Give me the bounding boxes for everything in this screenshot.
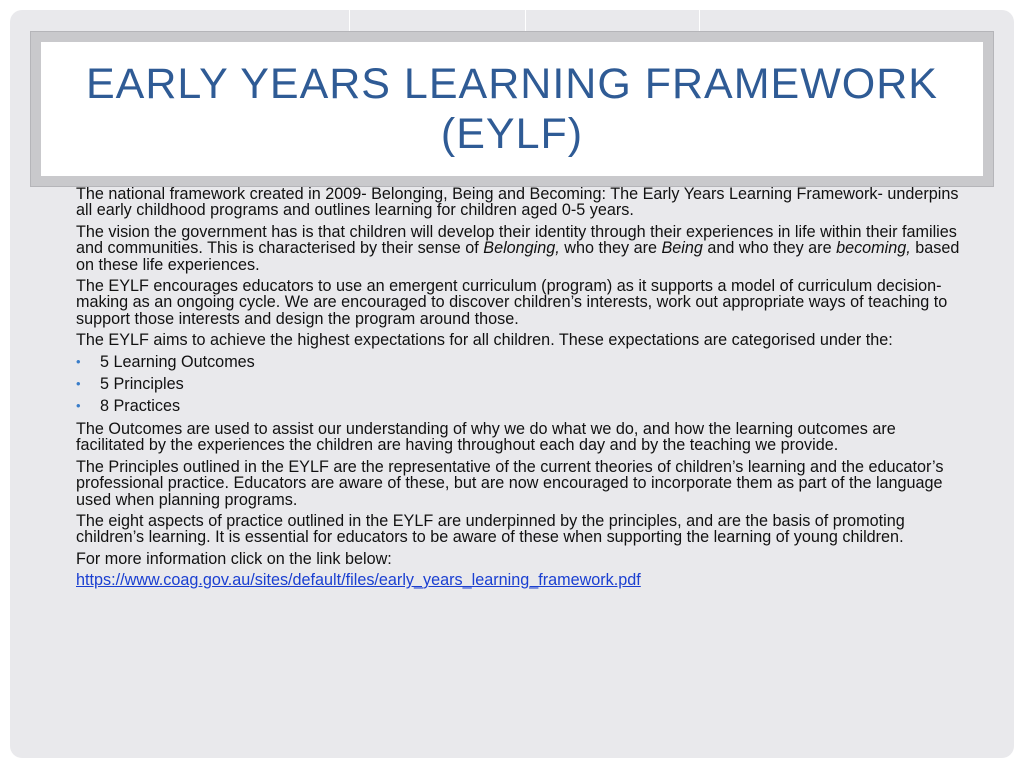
- slide: [10, 10, 1014, 758]
- paragraph-principles: The Principles outlined in the EYLF are the representative of the current theories of children’s learning and the educator’s professional practice. Educators are aware of these, but are now encouraged to incorporate them as part of the language used when planning programs.: [76, 457, 944, 509]
- title-frame: [30, 31, 994, 187]
- paragraph-outcomes: The Outcomes are used to assist our understanding of why we do what we do, and how the learning outcomes are facilitated by the experiences the children are having throughout each day and by the teaching we provide.: [76, 419, 896, 455]
- eylf-document-link[interactable]: https://www.coag.gov.au/sites/default/files/early_years_learning_framework.pdf: [76, 571, 641, 590]
- slide-body: [76, 186, 966, 594]
- list-item-label: 5 Learning Outcomes: [100, 352, 255, 371]
- paragraph-framework-intro: The national framework created in 2009- Belonging, Being and Becoming: The Early Years Learning Framework- underpins all early childhood programs and outlines learning for children aged 0-5 years.: [76, 185, 959, 220]
- bullet-icon: •: [76, 398, 81, 414]
- becoming-emphasis: becoming,: [836, 239, 911, 258]
- paragraph-practices: The eight aspects of practice outlined in the EYLF are underpinned by the principles, and are the basis of promoting children’s learning. It is essential for educators to be aware of these when supporting the learning of young children.: [76, 511, 905, 547]
- link-paragraph: [76, 572, 966, 588]
- paragraph-more-info: For more information click on the link below:: [76, 549, 392, 568]
- vision-text: The vision the government has is that children will develop their identity through their experiences in life within their families and communities. This is characterised by their sense of: [76, 222, 957, 258]
- expectations-list: [76, 354, 966, 415]
- bullet-icon: •: [76, 353, 81, 369]
- paragraph-vision: [76, 224, 966, 273]
- title-box: [41, 42, 983, 176]
- slide-title-line-1: EARLY YEARS LEARNING FRAMEWORK: [86, 60, 938, 108]
- vision-text: and who they are: [702, 239, 837, 258]
- list-item: [76, 398, 966, 414]
- list-item: [76, 376, 966, 392]
- slide-title-line-2: (EYLF): [440, 110, 584, 158]
- list-item-label: 5 Principles: [100, 375, 184, 394]
- vision-text: based on these life experiences.: [76, 239, 960, 274]
- bullet-icon: •: [76, 376, 81, 392]
- list-item-label: 8 Practices: [100, 397, 181, 416]
- vision-text: who they are: [559, 239, 662, 258]
- list-item: [76, 354, 966, 370]
- paragraph-emergent-curriculum: The EYLF encourages educators to use an emergent curriculum (program) as it supports a model of curriculum decision-making as an ongoing cycle. We are encouraged to discover children’s interests, work out appropriate ways of teaching to support those interests and design the program around those.: [76, 277, 948, 328]
- being-emphasis: Being: [661, 239, 703, 258]
- belonging-emphasis: Belonging,: [483, 239, 560, 258]
- paragraph-expectations: The EYLF aims to achieve the highest expectations for all children. These expectations are categorised under the:: [76, 331, 893, 350]
